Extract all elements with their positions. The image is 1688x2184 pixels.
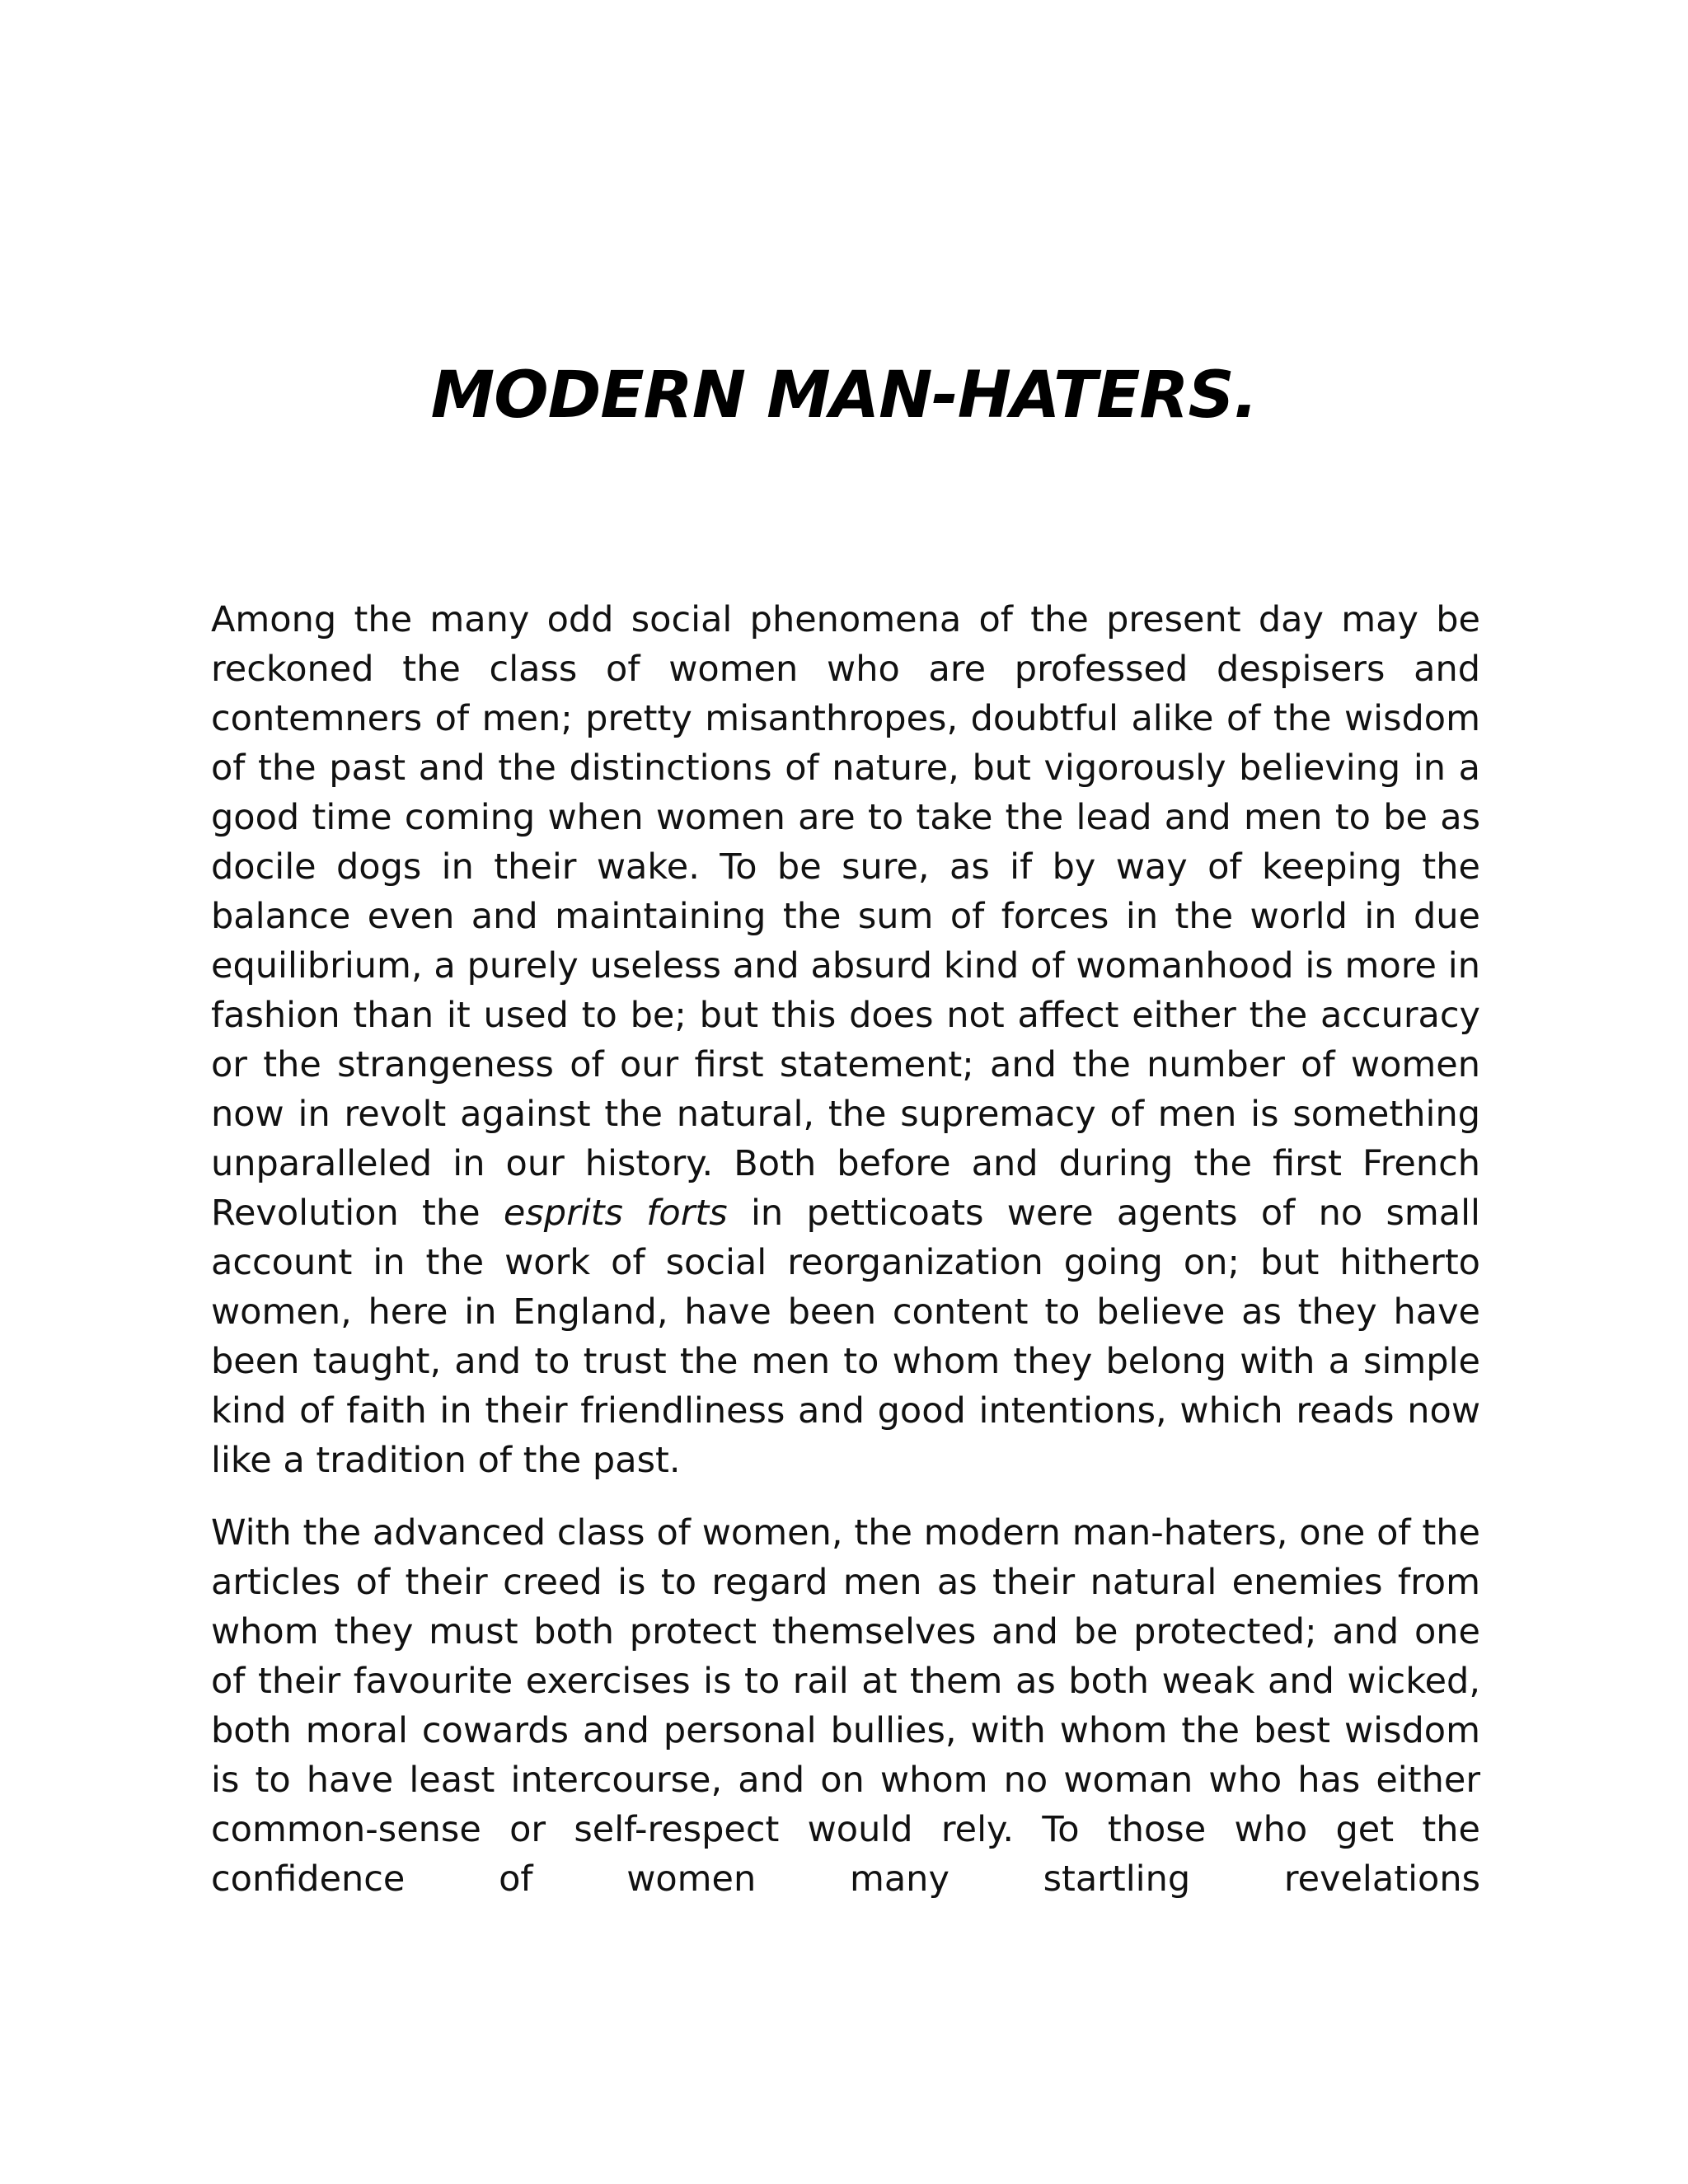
paragraph-1 bbox=[211, 595, 1480, 1485]
paragraph-1-text-end: in petticoats were agents of no small account in the work of social reorganization going on; but hitherto women, here in England, have been content to believe as they have been taught, and to trust the men to whom they belong with a simple kind of faith in their friendliness and good intentions, which reads now like a tradition of the past. bbox=[211, 1193, 1480, 1481]
body-text bbox=[211, 595, 1480, 1904]
page-title: MODERN MAN-HATERS. bbox=[430, 359, 1258, 433]
paragraph-1-text-start: Among the many odd social phenomena of the present day may be reckoned the class of women who are professed despisers and contemners of men; pretty misanthropes, doubtful alike of the wisdom of the past and the distinctions of nature, but vigorously believing in a good time coming when women are to take the lead and men to be as docile dogs in their wake. To be sure, as if by way of keeping the balance even and maintaining the sum of forces in the world in due equilibrium, a purely useless and absurd kind of womanhood is more in fashion than it used to be; but this does not affect either the accuracy or the strangeness of our first statement; and the number of women now in revolt against the natural, the supremacy of men is something unparalleled in our history. Both before and during the first French Revolution the bbox=[211, 599, 1480, 1234]
paragraph-1-italic-phrase: esprits forts bbox=[503, 1193, 728, 1234]
paragraph-2: With the advanced class of women, the modern man-haters, one of the articles of their creed is to regard men as their natural enemies from whom they must both protect themselves and be protected; and one of their favourite exercises is to rail at them as both weak and wicked, both moral cowards and personal bullies, with whom the best wisdom is to have least intercourse, and on whom no woman who has either common-sense or self-respect would rely. To those who get the confidence of women many startling revelations bbox=[211, 1512, 1480, 1900]
